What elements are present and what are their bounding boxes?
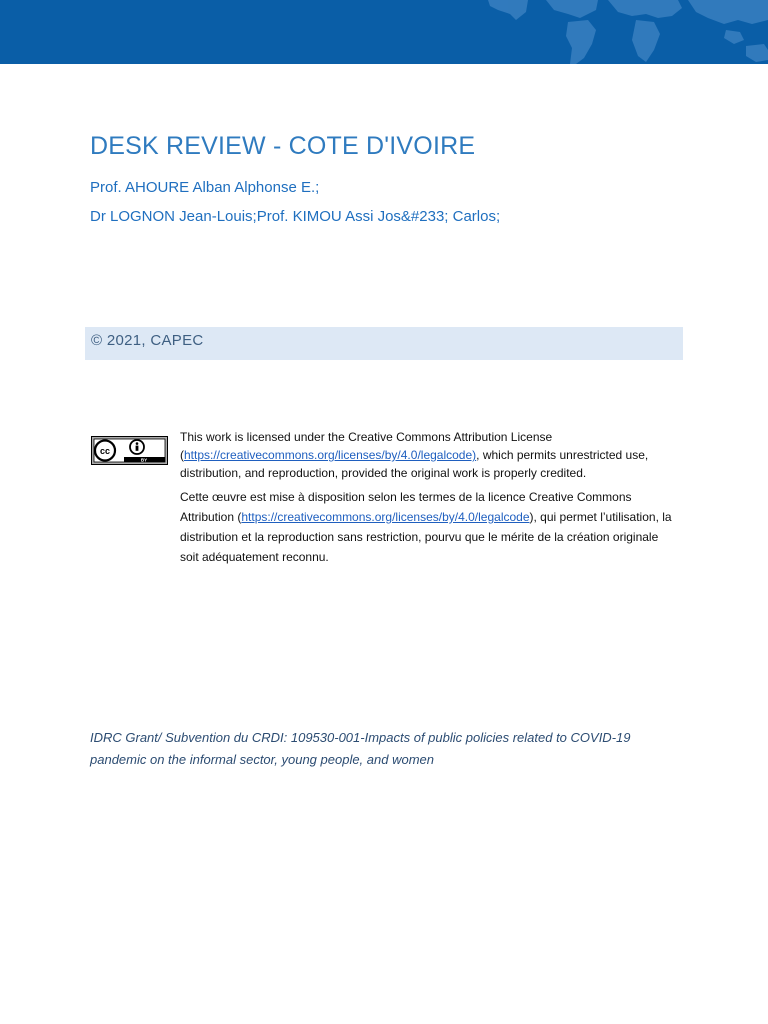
svg-text:cc: cc [99, 446, 111, 456]
header-banner [0, 0, 768, 64]
license-fr-intro: Cette œuvre est mise à disposition selon les termes de la licence Creative Commons Attribution ( [180, 490, 632, 524]
grant-note: IDRC Grant/ Subvention du CRDI: 109530-001-Impacts of public policies related to COVID-19 pandemic on the informal sector, young people, and women [90, 730, 631, 767]
license-link-en[interactable]: https://creativecommons.org/licenses/by/4.0/legalcode) [184, 448, 477, 462]
license-en-intro: This work is licensed under the Creative Commons Attribution License ( [180, 430, 553, 462]
license-link-fr[interactable]: https://creativecommons.org/licenses/by/4.0/legalcode [241, 510, 530, 524]
cc-by-license-icon [91, 436, 168, 470]
license-text-en [180, 428, 680, 482]
license-en-rest: , which permits unrestricted use, distribution, and reproduction, provided the original work is properly credited. [180, 448, 649, 480]
document-title: DESK REVIEW - COTE D'IVOIRE [90, 132, 476, 160]
cc-badge-label: BY [140, 457, 148, 463]
copyright-box [85, 327, 683, 360]
author-line-2: Dr LOGNON Jean-Louis;Prof. KIMOU Assi Jos&#233; Carlos; [90, 208, 501, 225]
world-map-icon [468, 0, 768, 64]
author-line-1: Prof. AHOURE Alban Alphonse E.; [90, 179, 320, 196]
license-fr-rest: ), qui permet l’utilisation, la distribution et la reproduction sans restriction, pourvu que le mérite de la création originale soit adéquatement reconnu. [180, 510, 672, 564]
copyright-text: © 2021, CAPEC [91, 332, 204, 349]
license-text-fr [180, 487, 680, 567]
